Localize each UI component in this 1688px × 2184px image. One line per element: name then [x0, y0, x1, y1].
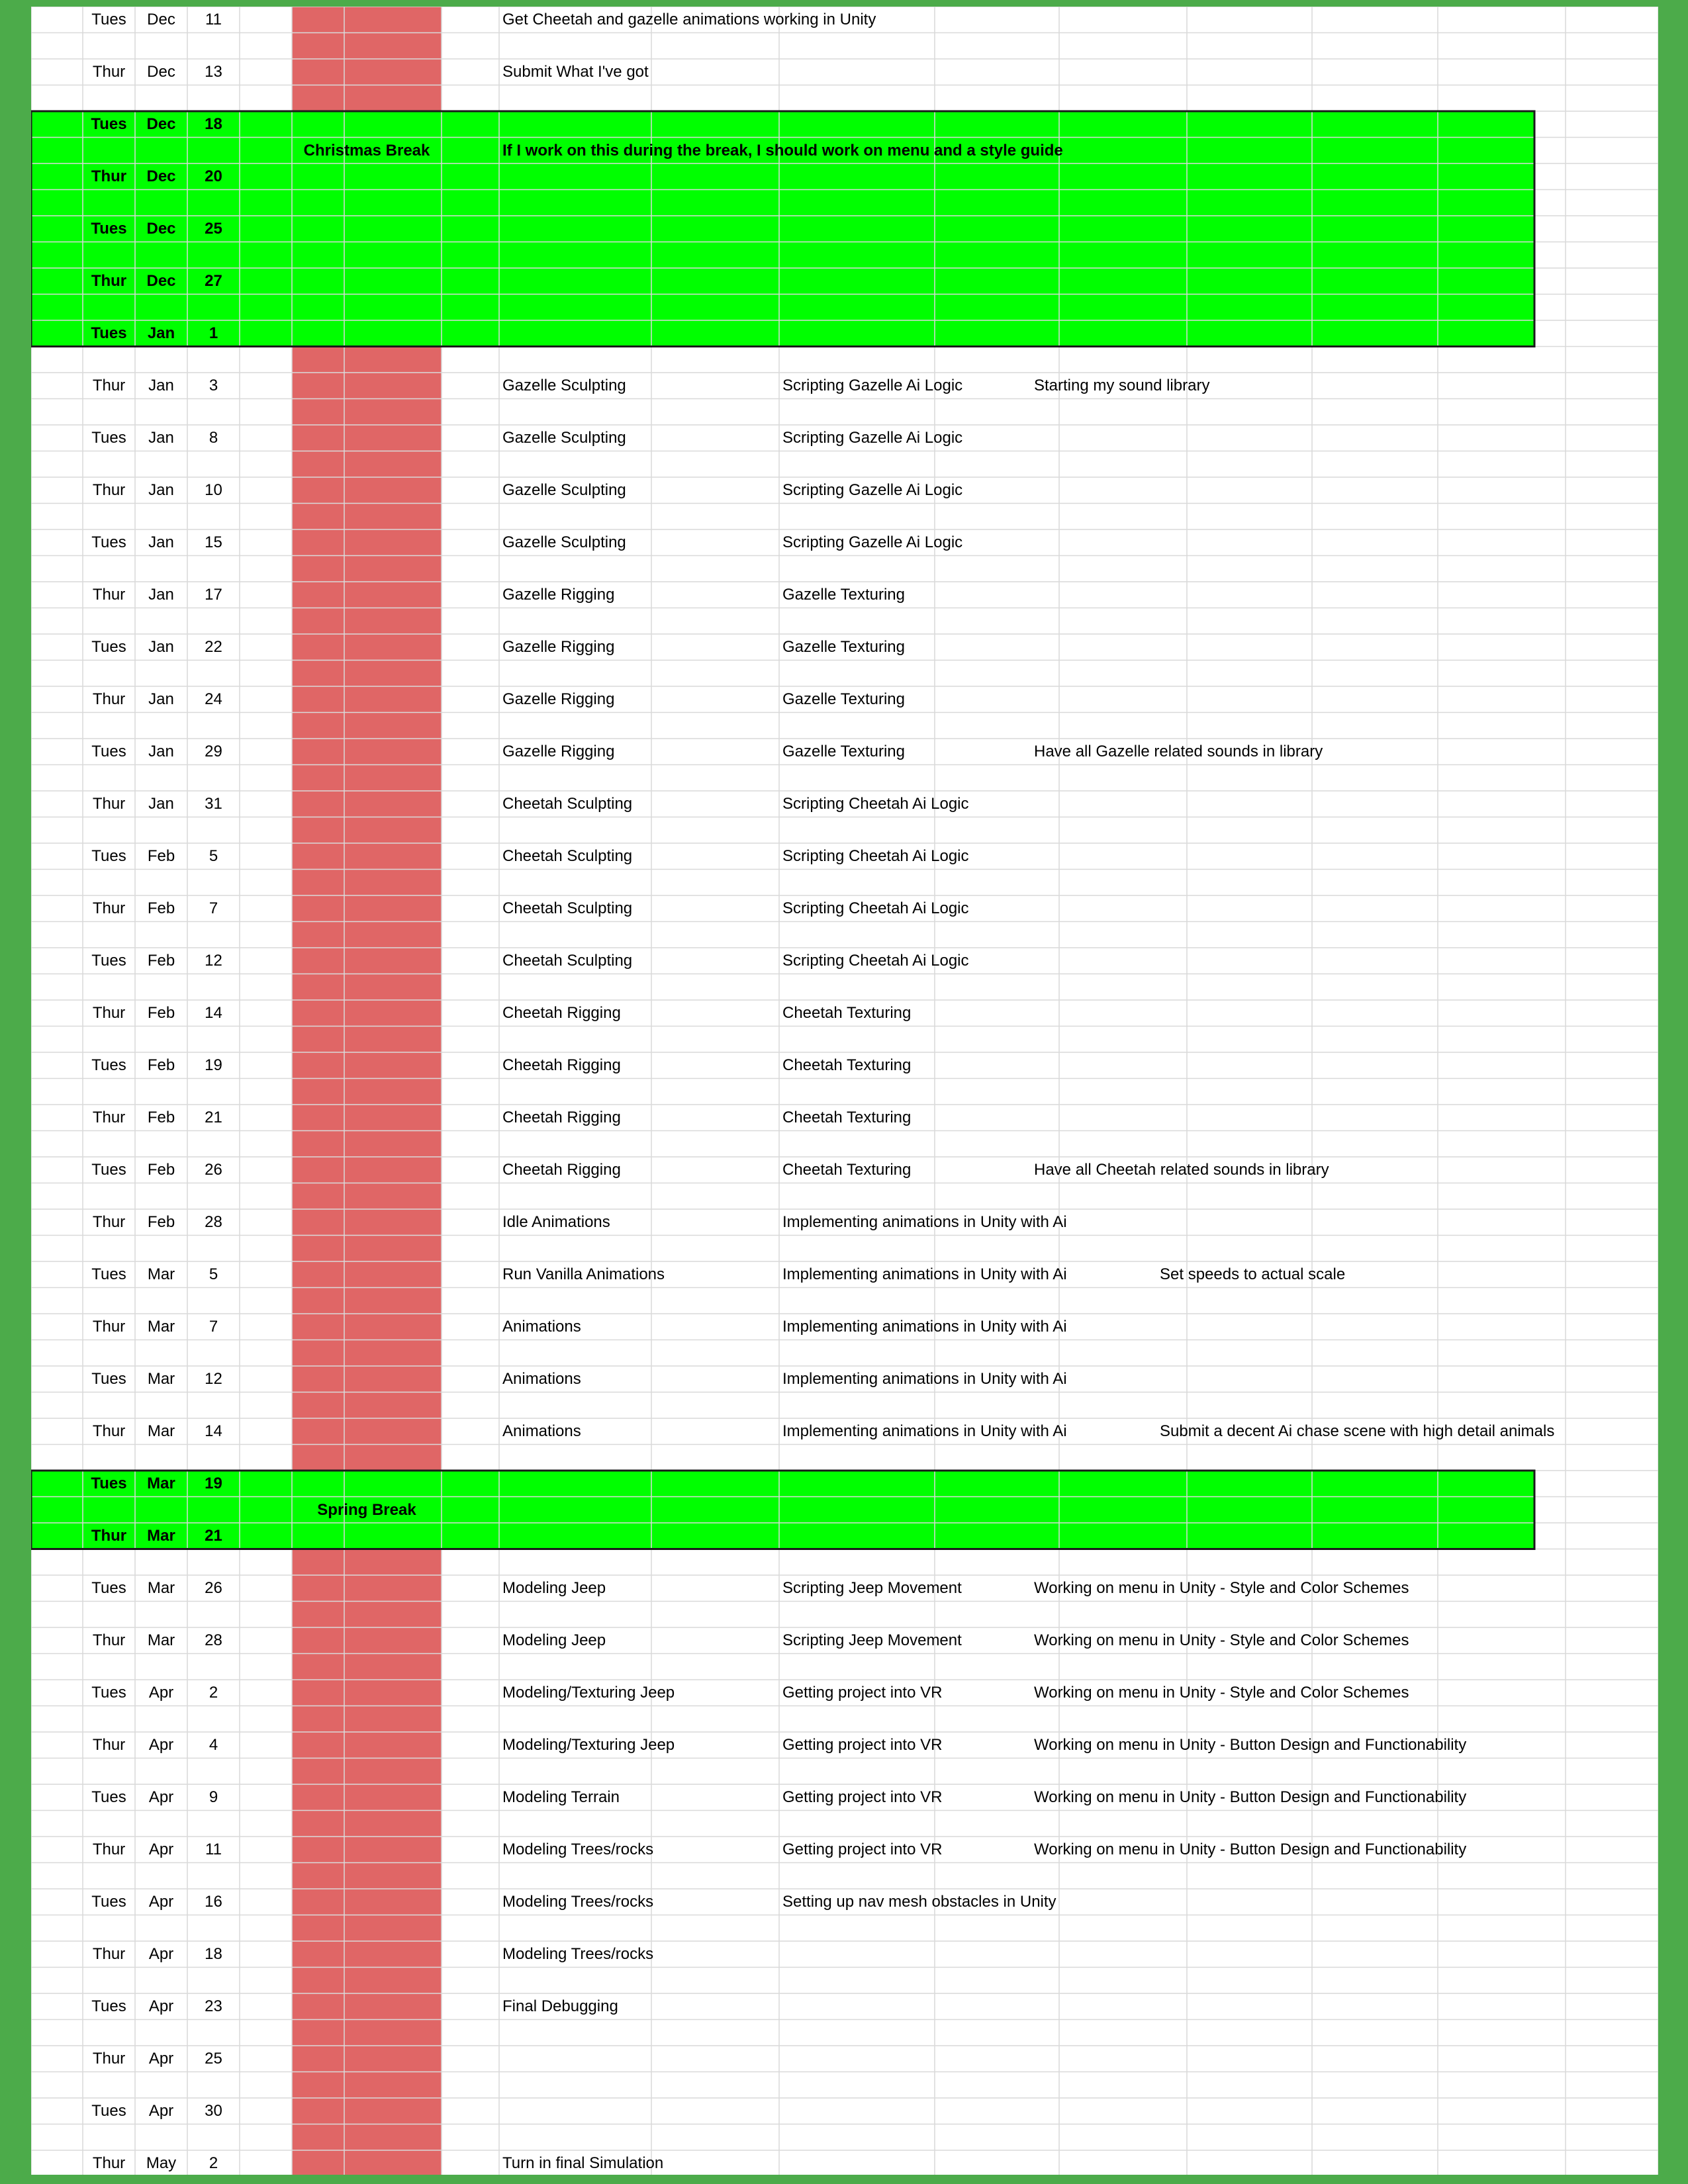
row-month: Feb [147, 952, 175, 970]
row-task-2: Scripting Jeep Movement [782, 1631, 962, 1649]
row-date: 5 [209, 1265, 218, 1283]
row-day: Thur [92, 586, 126, 604]
row-task-3: Set speeds to actual scale [1160, 1265, 1346, 1283]
row-date: 25 [205, 2050, 222, 2068]
row-day: Tues [91, 1161, 126, 1179]
row-task-2: Setting up nav mesh obstacles in Unity [782, 1893, 1056, 1911]
row-task-1: Modeling/Texturing Jeep [502, 1736, 675, 1754]
row-month: Apr [148, 1841, 174, 1858]
row-month: Dec [147, 11, 175, 28]
break-month: Dec [146, 115, 176, 133]
row-task-1: Cheetah Rigging [502, 1004, 621, 1022]
row-month: Jan [148, 795, 174, 813]
row-task-3: Working on menu in Unity - Button Design and Functionability [1034, 1736, 1467, 1754]
row-task-1: Submit What I've got [502, 63, 649, 81]
row-month: Jan [148, 638, 174, 656]
row-task-1: Modeling Trees/rocks [502, 1841, 654, 1858]
row-date: 18 [205, 1945, 222, 1963]
row-day: Thur [92, 63, 126, 81]
break-date: 25 [205, 220, 222, 238]
row-date: 28 [205, 1213, 222, 1231]
row-month: Jan [148, 586, 174, 604]
row-date: 28 [205, 1631, 222, 1649]
row-date: 8 [209, 429, 218, 447]
row-task-2: Scripting Gazelle Ai Logic [782, 481, 963, 499]
row-day: Tues [91, 1684, 126, 1702]
row-task-2: Getting project into VR [782, 1841, 943, 1858]
row-month: Apr [148, 1997, 174, 2015]
row-month: Jan [148, 690, 174, 708]
row-task-1: Gazelle Rigging [502, 586, 615, 604]
row-task-2: Getting project into VR [782, 1788, 943, 1806]
row-task-1: Modeling Jeep [502, 1579, 606, 1597]
row-task-2: Scripting Cheetah Ai Logic [782, 899, 969, 917]
row-date: 19 [205, 1056, 222, 1074]
row-task-3: Have all Cheetah related sounds in library [1034, 1161, 1329, 1179]
row-date: 12 [205, 1370, 222, 1388]
row-month: Apr [148, 2102, 174, 2120]
break-month: Jan [147, 324, 175, 342]
row-task-2: Gazelle Texturing [782, 743, 905, 760]
row-month: Mar [147, 1265, 175, 1283]
row-month: Feb [147, 1109, 175, 1126]
row-day: Tues [91, 1997, 126, 2015]
row-month: Apr [148, 1893, 174, 1911]
row-task-3: Working on menu in Unity - Button Design and Functionability [1034, 1841, 1467, 1858]
row-month: Apr [148, 2050, 174, 2068]
break-month: Mar [147, 1527, 175, 1545]
row-task-1: Get Cheetah and gazelle animations working in Unity [502, 11, 876, 28]
row-task-2: Implementing animations in Unity with Ai [782, 1213, 1067, 1231]
spring-break-band [31, 1471, 1534, 1549]
row-month: Apr [148, 1945, 174, 1963]
spring-break-label: Spring Break [317, 1501, 416, 1519]
row-task-3: Working on menu in Unity - Style and Color Schemes [1034, 1579, 1409, 1597]
row-month: Apr [148, 1684, 174, 1702]
row-task-2: Getting project into VR [782, 1684, 943, 1702]
row-task-1: Run Vanilla Animations [502, 1265, 665, 1283]
row-day: Thur [92, 1318, 126, 1336]
row-day: Tues [91, 1579, 126, 1597]
row-date: 13 [205, 63, 222, 81]
row-day: Tues [91, 11, 126, 28]
row-date: 29 [205, 743, 222, 760]
row-task-1: Gazelle Sculpting [502, 481, 626, 499]
row-task-2: Implementing animations in Unity with Ai [782, 1422, 1067, 1440]
row-month: Apr [148, 1736, 174, 1754]
row-date: 16 [205, 1893, 222, 1911]
row-day: Thur [92, 1004, 126, 1022]
row-day: Tues [91, 429, 126, 447]
row-day: Tues [91, 1056, 126, 1074]
row-day: Tues [91, 1265, 126, 1283]
row-month: Feb [147, 1004, 175, 1022]
row-task-1: Modeling/Texturing Jeep [502, 1684, 675, 1702]
row-day: Thur [92, 1422, 126, 1440]
row-task-1: Cheetah Sculpting [502, 952, 633, 970]
break-date: 18 [205, 115, 222, 133]
row-task-1: Gazelle Rigging [502, 690, 615, 708]
row-date: 7 [209, 1318, 218, 1336]
row-task-3: Working on menu in Unity - Style and Color Schemes [1034, 1631, 1409, 1649]
row-task-2: Cheetah Texturing [782, 1056, 912, 1074]
row-task-2: Scripting Jeep Movement [782, 1579, 962, 1597]
row-task-3: Starting my sound library [1034, 377, 1210, 394]
row-date: 2 [209, 2154, 218, 2172]
row-day: Tues [91, 743, 126, 760]
row-task-1: Turn in final Simulation [502, 2154, 664, 2172]
row-month: Dec [147, 63, 175, 81]
row-task-1: Gazelle Rigging [502, 638, 615, 656]
row-date: 11 [205, 1841, 222, 1858]
row-day: Tues [91, 533, 126, 551]
row-day: Tues [91, 1788, 126, 1806]
row-day: Thur [92, 690, 126, 708]
row-month: Mar [147, 1422, 175, 1440]
row-date: 22 [205, 638, 222, 656]
row-task-2: Cheetah Texturing [782, 1109, 912, 1126]
row-day: Tues [91, 952, 126, 970]
row-task-1: Idle Animations [502, 1213, 610, 1231]
row-task-2: Implementing animations in Unity with Ai [782, 1370, 1067, 1388]
row-date: 23 [205, 1997, 222, 2015]
row-day: Thur [92, 1109, 126, 1126]
break-date: 27 [205, 272, 222, 290]
row-task-1: Gazelle Sculpting [502, 429, 626, 447]
christmas-break-label: Christmas Break [303, 142, 430, 159]
row-task-2: Scripting Cheetah Ai Logic [782, 795, 969, 813]
break-date: 19 [205, 1475, 222, 1492]
row-month: Mar [147, 1318, 175, 1336]
break-date: 1 [209, 324, 218, 342]
row-date: 31 [205, 795, 222, 813]
row-day: Thur [92, 1213, 126, 1231]
break-day: Thur [91, 1527, 127, 1545]
row-day: Thur [92, 899, 126, 917]
row-task-2: Scripting Cheetah Ai Logic [782, 847, 969, 865]
row-day: Tues [91, 1370, 126, 1388]
row-date: 15 [205, 533, 222, 551]
row-day: Thur [92, 2154, 126, 2172]
break-date: 21 [205, 1527, 222, 1545]
row-task-2: Scripting Cheetah Ai Logic [782, 952, 969, 970]
row-day: Thur [92, 1841, 126, 1858]
break-month: Mar [147, 1475, 175, 1492]
break-day: Tues [91, 1475, 127, 1492]
break-day: Tues [91, 220, 127, 238]
row-date: 4 [209, 1736, 218, 1754]
row-task-1: Gazelle Rigging [502, 743, 615, 760]
row-month: Mar [147, 1631, 175, 1649]
row-day: Thur [92, 795, 126, 813]
row-task-1: Animations [502, 1422, 581, 1440]
row-task-3: Working on menu in Unity - Button Design and Functionability [1034, 1788, 1467, 1806]
row-task-1: Animations [502, 1370, 581, 1388]
row-task-1: Final Debugging [502, 1997, 618, 2015]
row-task-3: Submit a decent Ai chase scene with high detail animals [1160, 1422, 1555, 1440]
row-day: Tues [91, 2102, 126, 2120]
break-month: Dec [146, 220, 176, 238]
row-date: 14 [205, 1004, 222, 1022]
row-day: Thur [92, 1736, 126, 1754]
row-date: 12 [205, 952, 222, 970]
row-task-1: Modeling Trees/rocks [502, 1945, 654, 1963]
row-task-1: Modeling Terrain [502, 1788, 620, 1806]
row-task-1: Cheetah Sculpting [502, 899, 633, 917]
break-month: Dec [146, 167, 176, 185]
row-day: Tues [91, 1893, 126, 1911]
row-task-1: Cheetah Rigging [502, 1056, 621, 1074]
row-date: 3 [209, 377, 218, 394]
break-day: Tues [91, 324, 127, 342]
row-month: Jan [148, 481, 174, 499]
row-date: 2 [209, 1684, 218, 1702]
row-day: Thur [92, 377, 126, 394]
row-month: Jan [148, 377, 174, 394]
row-task-1: Gazelle Sculpting [502, 377, 626, 394]
row-task-1: Animations [502, 1318, 581, 1336]
row-task-2: Getting project into VR [782, 1736, 943, 1754]
row-date: 10 [205, 481, 222, 499]
row-date: 26 [205, 1161, 222, 1179]
row-task-1: Modeling Trees/rocks [502, 1893, 654, 1911]
row-month: Jan [148, 743, 174, 760]
row-month: Feb [147, 1161, 175, 1179]
row-date: 11 [205, 11, 222, 28]
row-task-2: Gazelle Texturing [782, 690, 905, 708]
row-month: Mar [147, 1370, 175, 1388]
row-task-2: Scripting Gazelle Ai Logic [782, 429, 963, 447]
row-task-1: Cheetah Sculpting [502, 847, 633, 865]
break-day: Thur [91, 272, 127, 290]
row-task-1: Cheetah Sculpting [502, 795, 633, 813]
row-day: Thur [92, 1631, 126, 1649]
break-month: Dec [146, 272, 176, 290]
row-date: 24 [205, 690, 222, 708]
row-month: Jan [148, 429, 174, 447]
row-task-1: Modeling Jeep [502, 1631, 606, 1649]
row-task-2: Scripting Gazelle Ai Logic [782, 533, 963, 551]
schedule-sheet [31, 7, 1658, 2175]
row-month: Feb [147, 899, 175, 917]
row-date: 5 [209, 847, 218, 865]
row-task-3: Have all Gazelle related sounds in library [1034, 743, 1323, 760]
row-month: Feb [147, 1213, 175, 1231]
break-date: 20 [205, 167, 222, 185]
row-day: Tues [91, 638, 126, 656]
christmas-break-note: If I work on this during the break, I should work on menu and a style guide [502, 142, 1063, 159]
row-day: Tues [91, 847, 126, 865]
row-date: 30 [205, 2102, 222, 2120]
row-day: Thur [92, 481, 126, 499]
row-date: 9 [209, 1788, 218, 1806]
row-task-3: Working on menu in Unity - Style and Color Schemes [1034, 1684, 1409, 1702]
row-day: Thur [92, 2050, 126, 2068]
row-task-2: Gazelle Texturing [782, 638, 905, 656]
row-task-1: Gazelle Sculpting [502, 533, 626, 551]
row-month: Mar [147, 1579, 175, 1597]
row-day: Thur [92, 1945, 126, 1963]
row-month: Jan [148, 533, 174, 551]
break-day: Tues [91, 115, 127, 133]
row-date: 26 [205, 1579, 222, 1597]
row-task-1: Cheetah Rigging [502, 1161, 621, 1179]
row-month: May [146, 2154, 177, 2172]
row-month: Apr [148, 1788, 174, 1806]
row-task-2: Gazelle Texturing [782, 586, 905, 604]
row-task-1: Cheetah Rigging [502, 1109, 621, 1126]
row-date: 7 [209, 899, 218, 917]
row-date: 14 [205, 1422, 222, 1440]
row-month: Feb [147, 847, 175, 865]
row-date: 21 [205, 1109, 222, 1126]
row-task-2: Implementing animations in Unity with Ai [782, 1318, 1067, 1336]
row-date: 17 [205, 586, 222, 604]
break-day: Thur [91, 167, 127, 185]
row-task-2: Cheetah Texturing [782, 1004, 912, 1022]
row-task-2: Cheetah Texturing [782, 1161, 912, 1179]
row-month: Feb [147, 1056, 175, 1074]
row-task-2: Implementing animations in Unity with Ai [782, 1265, 1067, 1283]
row-task-2: Scripting Gazelle Ai Logic [782, 377, 963, 394]
